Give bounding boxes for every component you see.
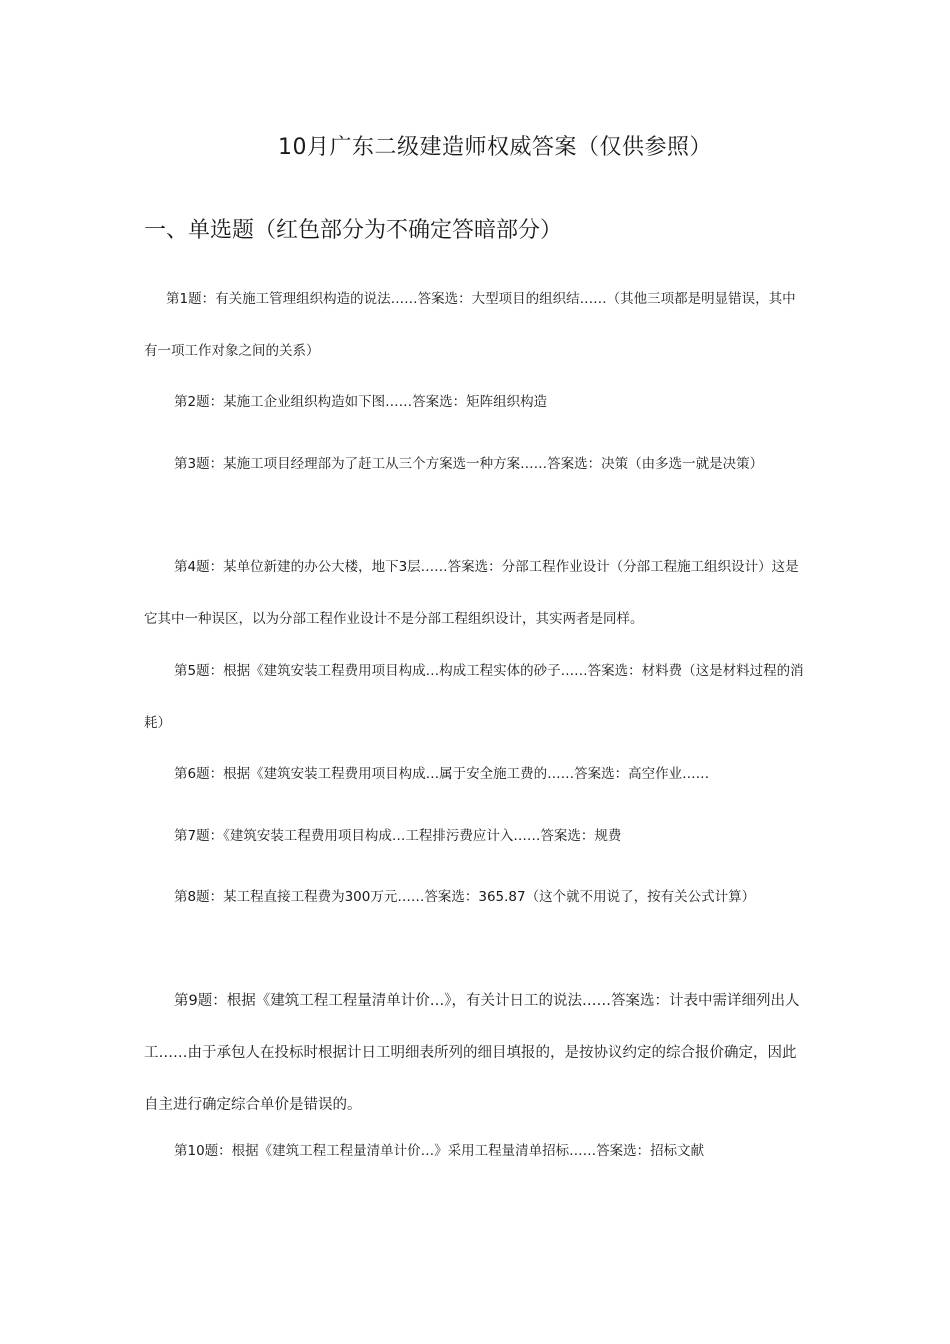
question-item: 第6题：根据《建筑安装工程费用项目构成…属于安全施工费的……答案选：高空作业…… — [174, 766, 710, 782]
question-item: 第9题：根据《建筑工程工程量清单计价…》，有关计日工的说法……答案选：计表中需详细列出人工……由于承包人在投标时根据计日工明细表所列的细目填报的，是按协议约定的综合报价确定，因此自主进行确定综合单价是错误的。 — [144, 993, 800, 1113]
question-item: 第8题：某工程直接工程费为300万元……答案选：365.87（这个就不用说了，按有关公式计算） — [174, 889, 756, 905]
question-item: 第10题：根据《建筑工程工程量清单计价…》采用工程量清单招标……答案选：招标文献 — [174, 1143, 705, 1159]
question-item: 第7题：《建筑安装工程费用项目构成…工程排污费应计入……答案选：规费 — [174, 828, 622, 844]
question-item: 第2题：某施工企业组织构造如下图……答案选：矩阵组织构造 — [174, 394, 548, 410]
question-item: 第4题：某单位新建的办公大楼，地下3层……答案选：分部工程作业设计（分部工程施工组织设计）这是它其中一种误区，以为分部工程作业设计不是分部工程组织设计，其实两者是同样。 — [144, 559, 799, 627]
document-title: 10月广东二级建造师权威答案（仅供参照） — [278, 135, 712, 160]
question-item: 第3题：某施工项目经理部为了赶工从三个方案选一种方案……答案选：决策（由多选一就是决策） — [174, 456, 764, 472]
section-heading: 一、单选题（红色部分为不确定答暗部分） — [144, 218, 563, 243]
question-item: 第5题：根据《建筑安装工程费用项目构成…构成工程实体的砂子……答案选：材料费（这是材料过程的消耗） — [144, 663, 804, 731]
question-item: 第1题：有关施工管理组织构造的说法……答案选：大型项目的组织结……（其他三项都是明显错误，其中有一项工作对象之间的关系） — [144, 291, 796, 359]
